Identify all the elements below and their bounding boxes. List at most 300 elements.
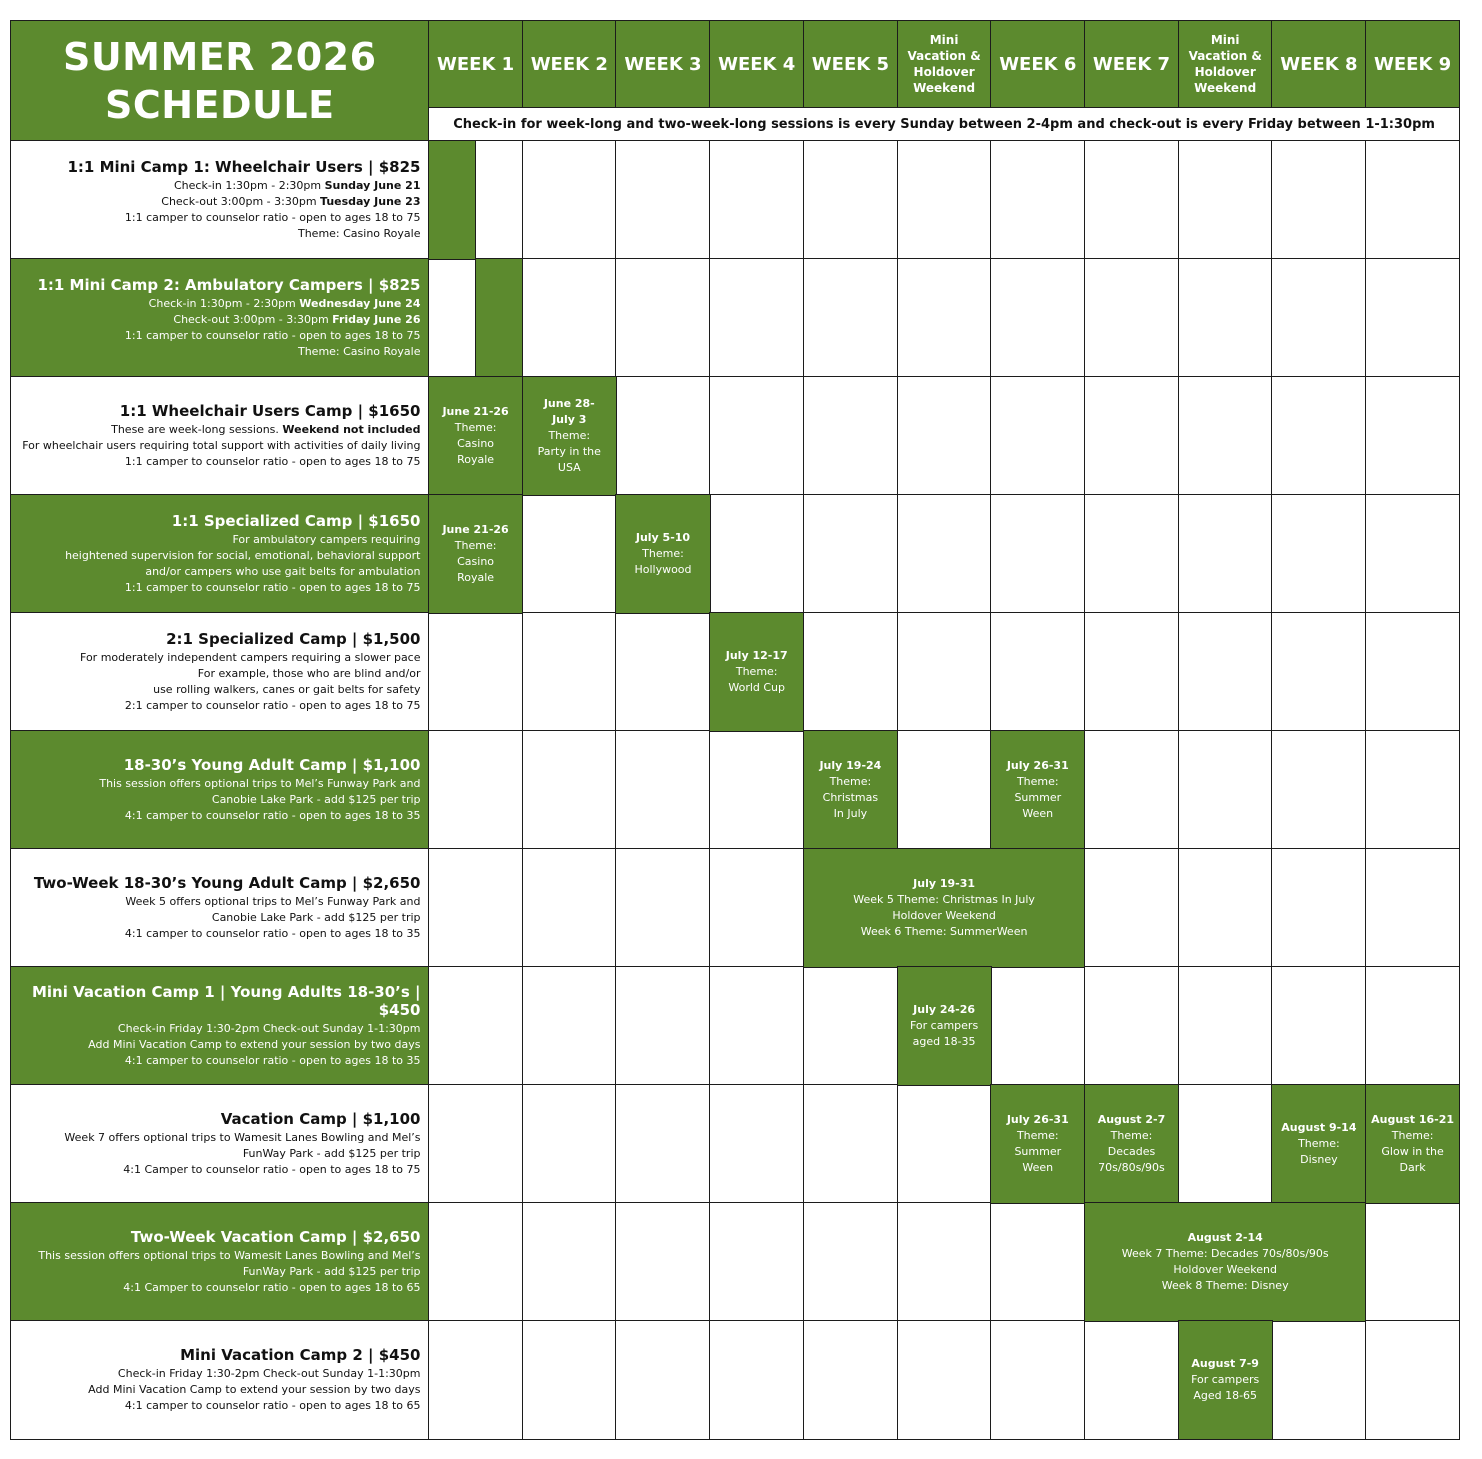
- schedule-cell: [1084, 494, 1179, 614]
- schedule-cell: [803, 258, 898, 378]
- schedule-cell: [1178, 258, 1273, 378]
- schedule-cell: [1365, 966, 1460, 1086]
- camp-detail-text: Check-in 1:30pm - 2:30pm: [148, 296, 300, 310]
- week-header-6: [897, 20, 992, 109]
- schedule-cell: [522, 730, 617, 850]
- camp-detail-text: 1:1 camper to counselor ratio - open to ages 18 to 75: [124, 454, 421, 468]
- week-header-9: [1178, 20, 1273, 109]
- session-detail: Theme:: [1016, 1128, 1059, 1142]
- schedule-cell: [897, 258, 992, 378]
- camp-description: [10, 1084, 430, 1204]
- schedule-cell: [428, 1320, 523, 1440]
- schedule-cell: [990, 258, 1085, 378]
- schedule-cell: [1365, 140, 1460, 260]
- schedule-cell: [1365, 258, 1460, 378]
- schedule-cell: [1178, 494, 1273, 614]
- schedule-cell: [803, 376, 898, 496]
- camp-detail-text: 1:1 camper to counselor ratio - open to ages 18 to 75: [124, 580, 421, 594]
- camp-detail-line: [88, 1382, 420, 1398]
- schedule-cell: [709, 494, 804, 614]
- session-detail: World Cup: [728, 680, 786, 694]
- schedule-cell: [1271, 730, 1366, 850]
- schedule-cell: [1365, 376, 1460, 496]
- schedule-cell: [1084, 1320, 1179, 1440]
- session-block[interactable]: [475, 258, 523, 378]
- camp-detail-line: [125, 926, 421, 942]
- schedule-cell: [615, 1202, 710, 1322]
- week-header-label: WEEK 8: [1280, 53, 1358, 75]
- schedule-cell: [803, 1320, 898, 1440]
- session-detail: Ween: [1022, 1160, 1054, 1174]
- session-detail: Dark: [1399, 1160, 1426, 1174]
- schedule-cell: [990, 1320, 1085, 1440]
- session-detail: Summer: [1014, 790, 1062, 804]
- camp-description: [10, 730, 430, 850]
- session-detail: Royale: [457, 452, 495, 466]
- session-dates: July 24-26: [913, 1002, 976, 1016]
- schedule-cell: [990, 376, 1085, 496]
- camp-detail-text: Theme: Casino Royale: [297, 226, 421, 240]
- schedule-cell: [1271, 140, 1366, 260]
- session-detail: Theme:: [829, 774, 872, 788]
- camp-name: Vacation Camp | $1,100: [220, 1109, 421, 1128]
- camp-detail-line: [111, 422, 420, 438]
- camp-detail-line: [243, 1146, 421, 1162]
- session-block[interactable]: [428, 376, 523, 496]
- schedule-cell: [615, 730, 710, 850]
- week-header-1: [428, 20, 523, 109]
- schedule-cell: [1084, 376, 1179, 496]
- schedule-cell: [803, 612, 898, 732]
- camp-detail-text: 1:1 camper to counselor ratio - open to ages 18 to 75: [124, 328, 421, 342]
- session-detail: Casino: [457, 436, 495, 450]
- schedule-cell: [803, 1202, 898, 1322]
- schedule-cell: [522, 1320, 617, 1440]
- camp-detail-text: 4:1 Camper to counselor ratio - open to ages 18 to 75: [123, 1162, 421, 1176]
- schedule-cell: [990, 966, 1085, 1086]
- schedule-cell: [803, 494, 898, 614]
- session-block[interactable]: [1271, 1084, 1366, 1204]
- session-block[interactable]: [709, 612, 804, 732]
- camp-detail-line: [125, 210, 421, 226]
- camp-detail-text: 2:1 camper to counselor ratio - open to ages 18 to 75: [124, 698, 421, 712]
- schedule-cell: [522, 140, 617, 260]
- session-block[interactable]: [803, 848, 1086, 968]
- session-detail: 70s/80s/90s: [1098, 1160, 1165, 1174]
- camp-detail-text: use rolling walkers, canes or gait belts for safety: [153, 682, 421, 696]
- session-dates: July 19-24: [819, 758, 882, 772]
- camp-detail-line: [212, 910, 421, 926]
- week-header-label: WEEK 9: [1374, 53, 1452, 75]
- week-header-label: WEEK 7: [1092, 53, 1171, 75]
- camp-detail-text: Canobie Lake Park - add $125 per trip: [211, 910, 421, 924]
- checkin-note: [428, 107, 1460, 142]
- week-header-label: WEEK 3: [624, 53, 702, 75]
- camp-detail-bold: Weekend not included: [282, 422, 421, 436]
- session-block[interactable]: [990, 730, 1085, 850]
- camp-detail-text: Check-in 1:30pm - 2:30pm: [174, 178, 325, 192]
- week-header-4: [709, 20, 804, 109]
- schedule-cell: [522, 258, 617, 378]
- schedule-cell: [615, 1084, 710, 1204]
- camp-name: Two-Week 18-30’s Young Adult Camp | $2,650: [33, 873, 421, 892]
- session-dates: August 2-7: [1097, 1112, 1166, 1126]
- camp-detail-text: This session offers optional trips to Mel’s Funway Park and: [99, 776, 421, 790]
- schedule-cell: [897, 1202, 992, 1322]
- session-detail: Christmas: [822, 790, 879, 804]
- schedule-cell: [428, 1202, 523, 1322]
- camp-description: [10, 376, 430, 496]
- schedule-cell: [1178, 140, 1273, 260]
- camp-detail-line: [125, 808, 421, 824]
- camp-detail-line: [118, 1021, 421, 1037]
- schedule-cell: [522, 1084, 617, 1204]
- schedule-cell: [1084, 848, 1179, 968]
- schedule-cell: [897, 140, 992, 260]
- session-block[interactable]: [897, 966, 992, 1086]
- week-header-2: [522, 20, 617, 109]
- camp-detail-line: [298, 344, 421, 360]
- camp-name: 18-30’s Young Adult Camp | $1,100: [123, 755, 421, 774]
- camp-detail-line: [125, 698, 421, 714]
- session-detail: Aged 18-65: [1193, 1388, 1258, 1402]
- schedule-cell: [522, 966, 617, 1086]
- week-header-5: [803, 20, 898, 109]
- schedule-cell: [615, 376, 710, 496]
- camp-detail-line: [161, 194, 420, 210]
- session-detail: Holdover Weekend: [892, 908, 996, 922]
- camp-detail-text: 1:1 camper to counselor ratio - open to ages 18 to 75: [124, 210, 421, 224]
- camp-detail-text: Week 7 offers optional trips to Wamesit Lanes Bowling and Mel’s: [64, 1130, 421, 1144]
- camp-detail-line: [232, 532, 420, 548]
- schedule-cell: [1178, 730, 1273, 850]
- camp-detail-text: 4:1 camper to counselor ratio - open to ages 18 to 35: [124, 808, 421, 822]
- session-block[interactable]: [1084, 1202, 1367, 1322]
- camp-name: 1:1 Wheelchair Users Camp | $1650: [119, 401, 421, 420]
- schedule-cell: [1365, 848, 1460, 968]
- camp-detail-text: For wheelchair users requiring total support with activities of daily living: [22, 438, 421, 452]
- week-header-label: WEEK 2: [530, 53, 608, 75]
- camp-name: 1:1 Mini Camp 1: Wheelchair Users | $825: [67, 157, 421, 176]
- schedule-cell: [709, 258, 804, 378]
- session-detail: Hollywood: [634, 562, 692, 576]
- camp-detail-line: [298, 226, 421, 242]
- camp-detail-line: [153, 682, 420, 698]
- schedule-cell: [1178, 1084, 1273, 1204]
- schedule-cell: [709, 848, 804, 968]
- schedule-cell: [897, 1084, 992, 1204]
- camp-description: [10, 848, 430, 968]
- session-block[interactable]: [522, 376, 617, 496]
- session-block[interactable]: [1084, 1084, 1179, 1204]
- camp-detail-line: [174, 178, 421, 194]
- schedule-cell: [1271, 376, 1366, 496]
- camp-detail-text: FunWay Park - add $125 per trip: [242, 1146, 421, 1160]
- schedule-cell: [522, 1202, 617, 1322]
- camp-detail-line: [99, 776, 420, 792]
- week-header-label: WEEK 4: [718, 53, 796, 75]
- session-dates: July 26-31: [1006, 1112, 1069, 1126]
- camp-detail-text: Add Mini Vacation Camp to extend your session by two days: [88, 1037, 421, 1051]
- session-detail: Theme:: [1391, 1128, 1434, 1142]
- camp-detail-bold: Wednesday June 24: [299, 296, 421, 310]
- camp-detail-line: [123, 1280, 420, 1296]
- camp-description: [10, 612, 430, 732]
- camp-detail-text: Check-in Friday 1:30-2pm Check-out Sunday 1-1:30pm: [117, 1021, 421, 1035]
- schedule-cell: [1271, 848, 1366, 968]
- camp-detail-text: Check-out 3:00pm - 3:30pm: [161, 194, 321, 208]
- schedule-cell: [709, 730, 804, 850]
- schedule-cell: [1271, 1320, 1366, 1440]
- session-dates: July 26-31: [1006, 758, 1069, 772]
- session-dates: July 12-17: [725, 648, 788, 662]
- week-header-label: WEEK 5: [811, 53, 889, 75]
- session-detail: Week 7 Theme: Decades 70s/80s/90s: [1121, 1246, 1329, 1260]
- session-detail: Royale: [457, 570, 495, 584]
- camp-name: 1:1 Mini Camp 2: Ambulatory Campers | $825: [37, 275, 421, 294]
- schedule-cell: [1365, 1320, 1460, 1440]
- schedule-cell: [990, 1202, 1085, 1322]
- camp-detail-text: For example, those who are blind and/or: [197, 666, 421, 680]
- session-detail: Glow in the: [1381, 1144, 1444, 1158]
- camp-detail-line: [64, 1130, 420, 1146]
- schedule-cell: [990, 140, 1085, 260]
- camp-detail-line: [243, 1264, 421, 1280]
- camp-detail-bold: Friday June 26: [332, 312, 421, 326]
- schedule-cell: [1271, 494, 1366, 614]
- camp-description: [10, 140, 430, 260]
- camp-detail-text: For ambulatory campers requiring: [232, 532, 421, 546]
- schedule-cell: [709, 1320, 804, 1440]
- session-dates: August 7-9: [1191, 1356, 1259, 1370]
- session-detail: Theme:: [548, 428, 591, 442]
- session-detail: Ween: [1022, 806, 1054, 820]
- schedule-cell: [803, 966, 898, 1086]
- camp-detail-text: For moderately independent campers requiring a slower pace: [80, 650, 421, 664]
- camp-detail-line: [212, 792, 421, 808]
- camp-detail-text: 4:1 camper to counselor ratio - open to ages 18 to 65: [124, 1398, 421, 1412]
- camp-detail-line: [118, 1366, 421, 1382]
- schedule-cell: [897, 1320, 992, 1440]
- schedule-cell: [615, 1320, 710, 1440]
- schedule-cell: [897, 376, 992, 496]
- schedule-cell: [1365, 730, 1460, 850]
- session-block[interactable]: [428, 140, 476, 260]
- schedule-cell: [1084, 140, 1179, 260]
- schedule-cell: [428, 966, 523, 1086]
- camp-detail-line: [173, 312, 420, 328]
- schedule-cell: [1178, 376, 1273, 496]
- camp-detail-text: and/or campers who use gait belts for ambulation: [145, 564, 421, 578]
- title-line-2: SCHEDULE: [104, 82, 335, 127]
- camp-detail-line: [198, 666, 421, 682]
- session-detail: Casino: [457, 554, 495, 568]
- schedule-cell: [709, 140, 804, 260]
- camp-name: Mini Vacation Camp 2 | $450: [180, 1345, 421, 1364]
- camp-detail-line: [125, 894, 420, 910]
- camp-detail-text: Theme: Casino Royale: [297, 344, 421, 358]
- week-header-11: [1365, 20, 1460, 109]
- session-block[interactable]: [1178, 1320, 1273, 1440]
- camp-detail-line: [80, 650, 420, 666]
- schedule-cell: [428, 730, 523, 850]
- schedule-cell: [803, 140, 898, 260]
- session-detail: Summer: [1014, 1144, 1062, 1158]
- schedule-cell: [990, 494, 1085, 614]
- camp-detail-line: [145, 564, 420, 580]
- camp-detail-text: 4:1 camper to counselor ratio - open to ages 18 to 35: [124, 1053, 421, 1067]
- schedule-cell: [1365, 612, 1460, 732]
- week-header-label: WEEK 1: [437, 53, 515, 75]
- camp-description: [10, 1202, 430, 1322]
- camp-detail-line: [123, 1162, 420, 1178]
- camp-detail-text: FunWay Park - add $125 per trip: [242, 1264, 421, 1278]
- session-detail: Theme:: [454, 420, 497, 434]
- schedule-cell: [1178, 966, 1273, 1086]
- session-detail: Decades: [1107, 1144, 1156, 1158]
- session-dates: August 9-14: [1281, 1120, 1357, 1134]
- schedule-cell: [990, 612, 1085, 732]
- session-detail: Week 8 Theme: Disney: [1161, 1278, 1289, 1292]
- camp-detail-line: [38, 1248, 420, 1264]
- schedule-cell: [615, 258, 710, 378]
- session-block[interactable]: [990, 1084, 1085, 1204]
- session-detail: Theme:: [642, 546, 684, 560]
- week-header-7: [990, 20, 1085, 109]
- schedule-cell: [615, 966, 710, 1086]
- week-header-3: [615, 20, 710, 109]
- camp-detail-bold: Tuesday June 23: [320, 194, 421, 208]
- session-dates: June 21-26: [442, 522, 509, 536]
- session-block[interactable]: [615, 494, 710, 614]
- page-title: [10, 20, 430, 142]
- schedule-cell: [1084, 258, 1179, 378]
- session-dates: July 5-10: [635, 530, 691, 544]
- camp-name: Two-Week Vacation Camp | $2,650: [130, 1227, 421, 1246]
- schedule-cell: [1178, 612, 1273, 732]
- session-block[interactable]: [803, 730, 898, 850]
- schedule-cell: [522, 494, 617, 614]
- schedule-cell: [897, 494, 992, 614]
- schedule-cell: [615, 140, 710, 260]
- schedule-cell: [1178, 848, 1273, 968]
- camp-description: [10, 258, 430, 378]
- session-dates: July 19-31: [913, 876, 976, 890]
- schedule-cell: [1271, 258, 1366, 378]
- camp-detail-text: Week 5 offers optional trips to Mel’s Funway Park and: [125, 894, 421, 908]
- schedule-cell: [709, 966, 804, 1086]
- camp-detail-text: This session offers optional trips to Wamesit Lanes Bowling and Mel’s: [38, 1248, 421, 1262]
- session-block[interactable]: [428, 494, 523, 614]
- schedule-cell: [522, 848, 617, 968]
- schedule-cell: [1365, 1202, 1460, 1322]
- session-dates: June 28- July 3: [543, 396, 595, 426]
- schedule-cell: [709, 1084, 804, 1204]
- session-detail: For campers: [1191, 1372, 1260, 1386]
- title-line-1: SUMMER 2026: [62, 34, 377, 79]
- camp-detail-line: [65, 548, 420, 564]
- camp-name: 2:1 Specialized Camp | $1,500: [166, 629, 421, 648]
- session-detail: Week 6 Theme: SummerWeen: [860, 924, 1028, 938]
- camp-description: [10, 1320, 430, 1440]
- schedule-cell: [803, 1084, 898, 1204]
- schedule-cell: [615, 848, 710, 968]
- camp-detail-line: [125, 1053, 421, 1069]
- camp-description: [10, 966, 430, 1086]
- schedule-cell: [1365, 494, 1460, 614]
- session-detail: Theme:: [454, 538, 497, 552]
- camp-detail-bold: Sunday June 21: [324, 178, 421, 192]
- session-detail: Week 5 Theme: Christmas In July: [853, 892, 1035, 906]
- session-detail: Holdover Weekend: [1173, 1262, 1277, 1276]
- camp-description: [10, 494, 430, 614]
- camp-detail-text: Check-in Friday 1:30-2pm Check-out Sunday 1-1:30pm: [117, 1366, 421, 1380]
- week-header-label: Mini Vacation & Holdover Weekend: [1188, 33, 1262, 96]
- camp-detail-text: Canobie Lake Park - add $125 per trip: [211, 792, 421, 806]
- session-detail: Theme:: [735, 664, 778, 678]
- camp-detail-text: 4:1 Camper to counselor ratio - open to ages 18 to 65: [123, 1280, 421, 1294]
- schedule-cell: [615, 612, 710, 732]
- session-dates: June 21-26: [442, 404, 509, 418]
- schedule-cell: [1084, 966, 1179, 1086]
- schedule-cell: [522, 612, 617, 732]
- camp-detail-text: These are week-long sessions.: [111, 422, 283, 436]
- schedule-cell: [428, 612, 523, 732]
- camp-detail-line: [125, 454, 421, 470]
- session-detail: Theme:: [1298, 1136, 1340, 1150]
- schedule-cell: [1271, 612, 1366, 732]
- camp-detail-line: [125, 328, 421, 344]
- session-detail: For campers: [909, 1018, 979, 1032]
- session-block[interactable]: [1365, 1084, 1460, 1204]
- session-detail: USA: [557, 460, 581, 474]
- schedule-cell: [1271, 966, 1366, 1086]
- session-detail: In July: [833, 806, 868, 820]
- week-header-8: [1084, 20, 1179, 109]
- camp-detail-text: heightened supervision for social, emotional, behavioral support: [65, 548, 421, 562]
- session-dates: August 2-14: [1187, 1230, 1263, 1244]
- session-dates: August 16-21: [1371, 1112, 1455, 1126]
- week-header-label: WEEK 6: [999, 53, 1077, 75]
- session-detail: Theme:: [1016, 774, 1059, 788]
- camp-detail-text: Add Mini Vacation Camp to extend your session by two days: [88, 1382, 421, 1396]
- camp-detail-line: [88, 1037, 420, 1053]
- schedule-cell: [1084, 612, 1179, 732]
- session-detail: Party in the: [537, 444, 601, 458]
- schedule-cell: [709, 376, 804, 496]
- camp-detail-text: Check-out 3:00pm - 3:30pm: [173, 312, 333, 326]
- camp-name: 1:1 Specialized Camp | $1650: [171, 511, 421, 530]
- schedule-cell: [428, 1084, 523, 1204]
- camp-detail-line: [125, 580, 421, 596]
- camp-detail-line: [22, 438, 420, 454]
- camp-name: Mini Vacation Camp 1 | Young Adults 18-30’s | $450: [31, 982, 421, 1019]
- week-header-label: Mini Vacation & Holdover Weekend: [907, 33, 981, 96]
- camp-detail-line: [149, 296, 421, 312]
- schedule-cell: [709, 1202, 804, 1322]
- checkin-note-text: Check-in for week-long and two-week-long sessions is every Sunday between 2-4pm and check-out is every Friday between 1-1:30pm: [453, 116, 1435, 132]
- schedule-cell: [1084, 730, 1179, 850]
- schedule-cell: [897, 730, 992, 850]
- session-detail: Theme:: [1110, 1128, 1153, 1142]
- session-detail: Disney: [1300, 1152, 1338, 1166]
- session-detail: aged 18-35: [912, 1034, 976, 1048]
- week-header-10: [1271, 20, 1366, 109]
- camp-detail-line: [125, 1398, 421, 1414]
- schedule-cell: [897, 612, 992, 732]
- schedule-cell: [428, 848, 523, 968]
- camp-detail-text: 4:1 camper to counselor ratio - open to ages 18 to 35: [124, 926, 421, 940]
